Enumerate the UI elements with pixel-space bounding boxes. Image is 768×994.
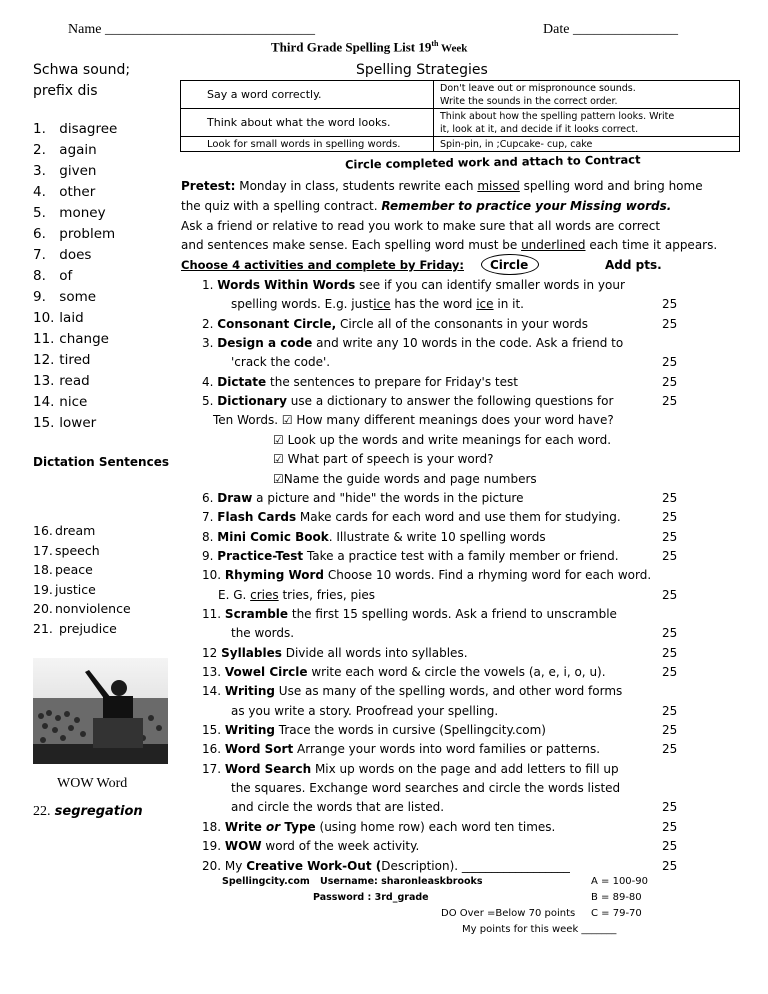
activity-line: 12 Syllables Divide all words into syllables.: [202, 645, 468, 660]
activity-line: the words.: [231, 626, 295, 641]
spelling-word: 8. of: [33, 268, 73, 284]
activity-line: 20. My Creative Work-Out (Description). __________________: [202, 858, 570, 873]
activity-points: 25: [662, 839, 678, 854]
strategy-row: [181, 81, 740, 109]
activity-line: 19. WOW word of the week activity.: [202, 839, 420, 854]
choose-line: Choose 4 activities and complete by Friday:: [181, 258, 464, 272]
activity-points: 25: [662, 394, 678, 409]
grade-a: A = 100-90: [591, 876, 648, 887]
spelling-word: 2. again: [33, 142, 97, 158]
wow-word: 22. segregation: [33, 804, 143, 819]
activity-line: 7. Flash Cards Make cards for each word and use them for studying.: [202, 510, 621, 525]
dictation-heading: Dictation Sentences: [33, 455, 169, 469]
activity-line: Ten Words. ☑ How many different meanings does your word have?: [213, 413, 614, 428]
strategy-left: Think about what the word looks.: [181, 109, 434, 137]
my-points-text: My points for this week _______: [462, 924, 617, 935]
topic-line-2: prefix dis: [33, 83, 98, 99]
activity-points: 25: [662, 645, 678, 660]
dictation-word: 20. nonviolence: [33, 601, 131, 616]
activity-line: 3. Design a code and write any 10 words in the code. Ask a friend to: [202, 336, 624, 351]
activity-points: 25: [662, 529, 678, 544]
circle-note: Circle completed work and attach to Contract: [344, 152, 641, 172]
pretest-line-1: Pretest: Monday in class, students rewrite each missed spelling word and bring home: [181, 179, 703, 193]
grade-c: C = 79-70: [591, 908, 642, 919]
spelling-word: 14. nice: [33, 394, 88, 410]
strategy-right: Spin-pin, in ;Cupcake- cup, cake: [434, 137, 740, 152]
activity-points: 25: [662, 316, 678, 331]
activity-points: 25: [662, 548, 678, 563]
activity-line: 9. Practice-Test Take a practice test with a family member or friend.: [202, 548, 619, 563]
dictation-word: 17. speech: [33, 542, 100, 558]
do-over-text: DO Over =Below 70 points: [441, 908, 576, 919]
spelling-word: 11. change: [33, 331, 109, 347]
dictation-word: 16. dream: [33, 523, 96, 538]
add-points-label: Add pts.: [605, 258, 662, 272]
dictation-word: 21. prejudice: [33, 620, 117, 636]
activity-points: 25: [662, 490, 678, 505]
spelling-word: 15. lower: [33, 415, 97, 431]
pretest-line-4: and sentences make sense. Each spelling word must be underlined each time it appears.: [181, 238, 718, 252]
activity-line: 18. Write or Type (using home row) each word ten times.: [202, 819, 556, 834]
topic-line-1: Schwa sound;: [33, 62, 131, 78]
spelling-word: 3. given: [33, 163, 97, 179]
circle-label: Circle: [490, 258, 529, 272]
password-text: Password : 3rd_grade: [313, 892, 429, 903]
activity-points: 25: [662, 510, 678, 525]
spelling-word: 5. money: [33, 205, 106, 221]
dictation-word: 19. justice: [33, 581, 96, 597]
activity-points: 25: [662, 297, 678, 312]
activity-line: 5. Dictionary use a dictionary to answer the following questions for: [202, 394, 614, 409]
spelling-word: 7. does: [33, 247, 92, 263]
spelling-word: 12. tired: [33, 352, 91, 368]
mlk-photo-image: [33, 658, 168, 764]
activity-points: 25: [662, 587, 678, 602]
strategy-left: Look for small words in spelling words.: [181, 137, 434, 152]
strategies-heading: Spelling Strategies: [356, 62, 488, 78]
activity-line: 2. Consonant Circle, Circle all of the consonants in your words: [202, 316, 588, 331]
strategy-right: Don't leave out or mispronounce sounds. Write the sounds in the correct order.: [434, 81, 740, 109]
dictation-word: 18. peace: [33, 562, 93, 577]
spellingcity-site: Spellingcity.com: [222, 876, 310, 887]
spelling-word: 10. laid: [33, 310, 84, 326]
strategy-row: [181, 137, 740, 152]
spelling-word: 6. problem: [33, 226, 116, 242]
activity-points: 25: [662, 819, 678, 834]
activity-line: E. G. cries tries, fries, pies: [218, 587, 376, 602]
activity-line: ☑ What part of speech is your word?: [273, 452, 494, 467]
activity-line: 4. Dictate the sentences to prepare for Friday's test: [202, 374, 518, 389]
activity-line: ☑ Look up the words and write meanings for each word.: [273, 432, 612, 447]
mlk-photo: [33, 658, 168, 764]
grade-b: B = 89-80: [591, 892, 642, 903]
activity-line: 15. Writing Trace the words in cursive (Spellingcity.com): [202, 723, 546, 738]
activity-points: 25: [662, 742, 678, 757]
activity-line: 16. Word Sort Arrange your words into word families or patterns.: [202, 742, 601, 757]
activity-points: 25: [662, 703, 678, 718]
activity-line: spelling words. E.g. justice has the word ice in it.: [231, 297, 524, 312]
activity-points: 25: [662, 858, 678, 873]
wow-word-label: WOW Word: [57, 776, 128, 791]
activity-line: ☑Name the guide words and page numbers: [273, 471, 537, 486]
pretest-line-2: the quiz with a spelling contract. Remember to practice your Missing words.: [181, 199, 672, 213]
pretest-line-3: Ask a friend or relative to read you work to make sure that all words are correct: [181, 219, 661, 233]
activity-line: 6. Draw a picture and "hide" the words in the picture: [202, 490, 524, 505]
activity-line: 17. Word Search Mix up words on the page and add letters to fill up: [202, 761, 619, 776]
activity-points: 25: [662, 626, 678, 641]
activity-line: and circle the words that are listed.: [231, 800, 445, 815]
page-title: Third Grade Spelling List 19th Week: [271, 39, 468, 55]
strategy-right: Think about how the spelling pattern looks. Write it, look at it, and decide if it looks correct.: [434, 109, 740, 137]
activity-line: the squares. Exchange word searches and circle the words listed: [231, 781, 621, 796]
activity-line: 8. Mini Comic Book. Illustrate & write 10 spelling words: [202, 529, 546, 544]
date-label: Date _______________: [543, 22, 678, 37]
activity-line: 13. Vowel Circle write each word & circle the vowels (a, e, i, o, u).: [202, 665, 606, 679]
activity-line: 14. Writing Use as many of the spelling words, and other word forms: [202, 684, 623, 699]
activity-points: 25: [662, 665, 678, 679]
spelling-word: 4. other: [33, 184, 96, 200]
activity-line: 'crack the code'.: [231, 355, 331, 370]
activity-line: 11. Scramble the first 15 spelling words. Ask a friend to unscramble: [202, 606, 617, 621]
spelling-word: 1. disagree: [33, 121, 118, 137]
activity-points: 25: [662, 374, 678, 389]
strategy-row: [181, 109, 740, 137]
spelling-word: 13. read: [33, 373, 90, 389]
username-text: Username: sharonleaskbrooks: [320, 876, 483, 887]
activity-line: 10. Rhyming Word Choose 10 words. Find a rhyming word for each word.: [202, 568, 652, 583]
strategy-left: Say a word correctly.: [181, 81, 434, 109]
activity-line: 1. Words Within Words see if you can identify smaller words in your: [202, 278, 625, 292]
activity-points: 25: [662, 723, 678, 738]
activity-points: 25: [662, 355, 678, 370]
activity-points: 25: [662, 800, 678, 815]
strategies-table: [180, 80, 740, 152]
spelling-word: 9. some: [33, 289, 97, 305]
name-label: Name ______________________________: [68, 22, 315, 37]
activity-line: as you write a story. Proofread your spelling.: [231, 703, 499, 718]
